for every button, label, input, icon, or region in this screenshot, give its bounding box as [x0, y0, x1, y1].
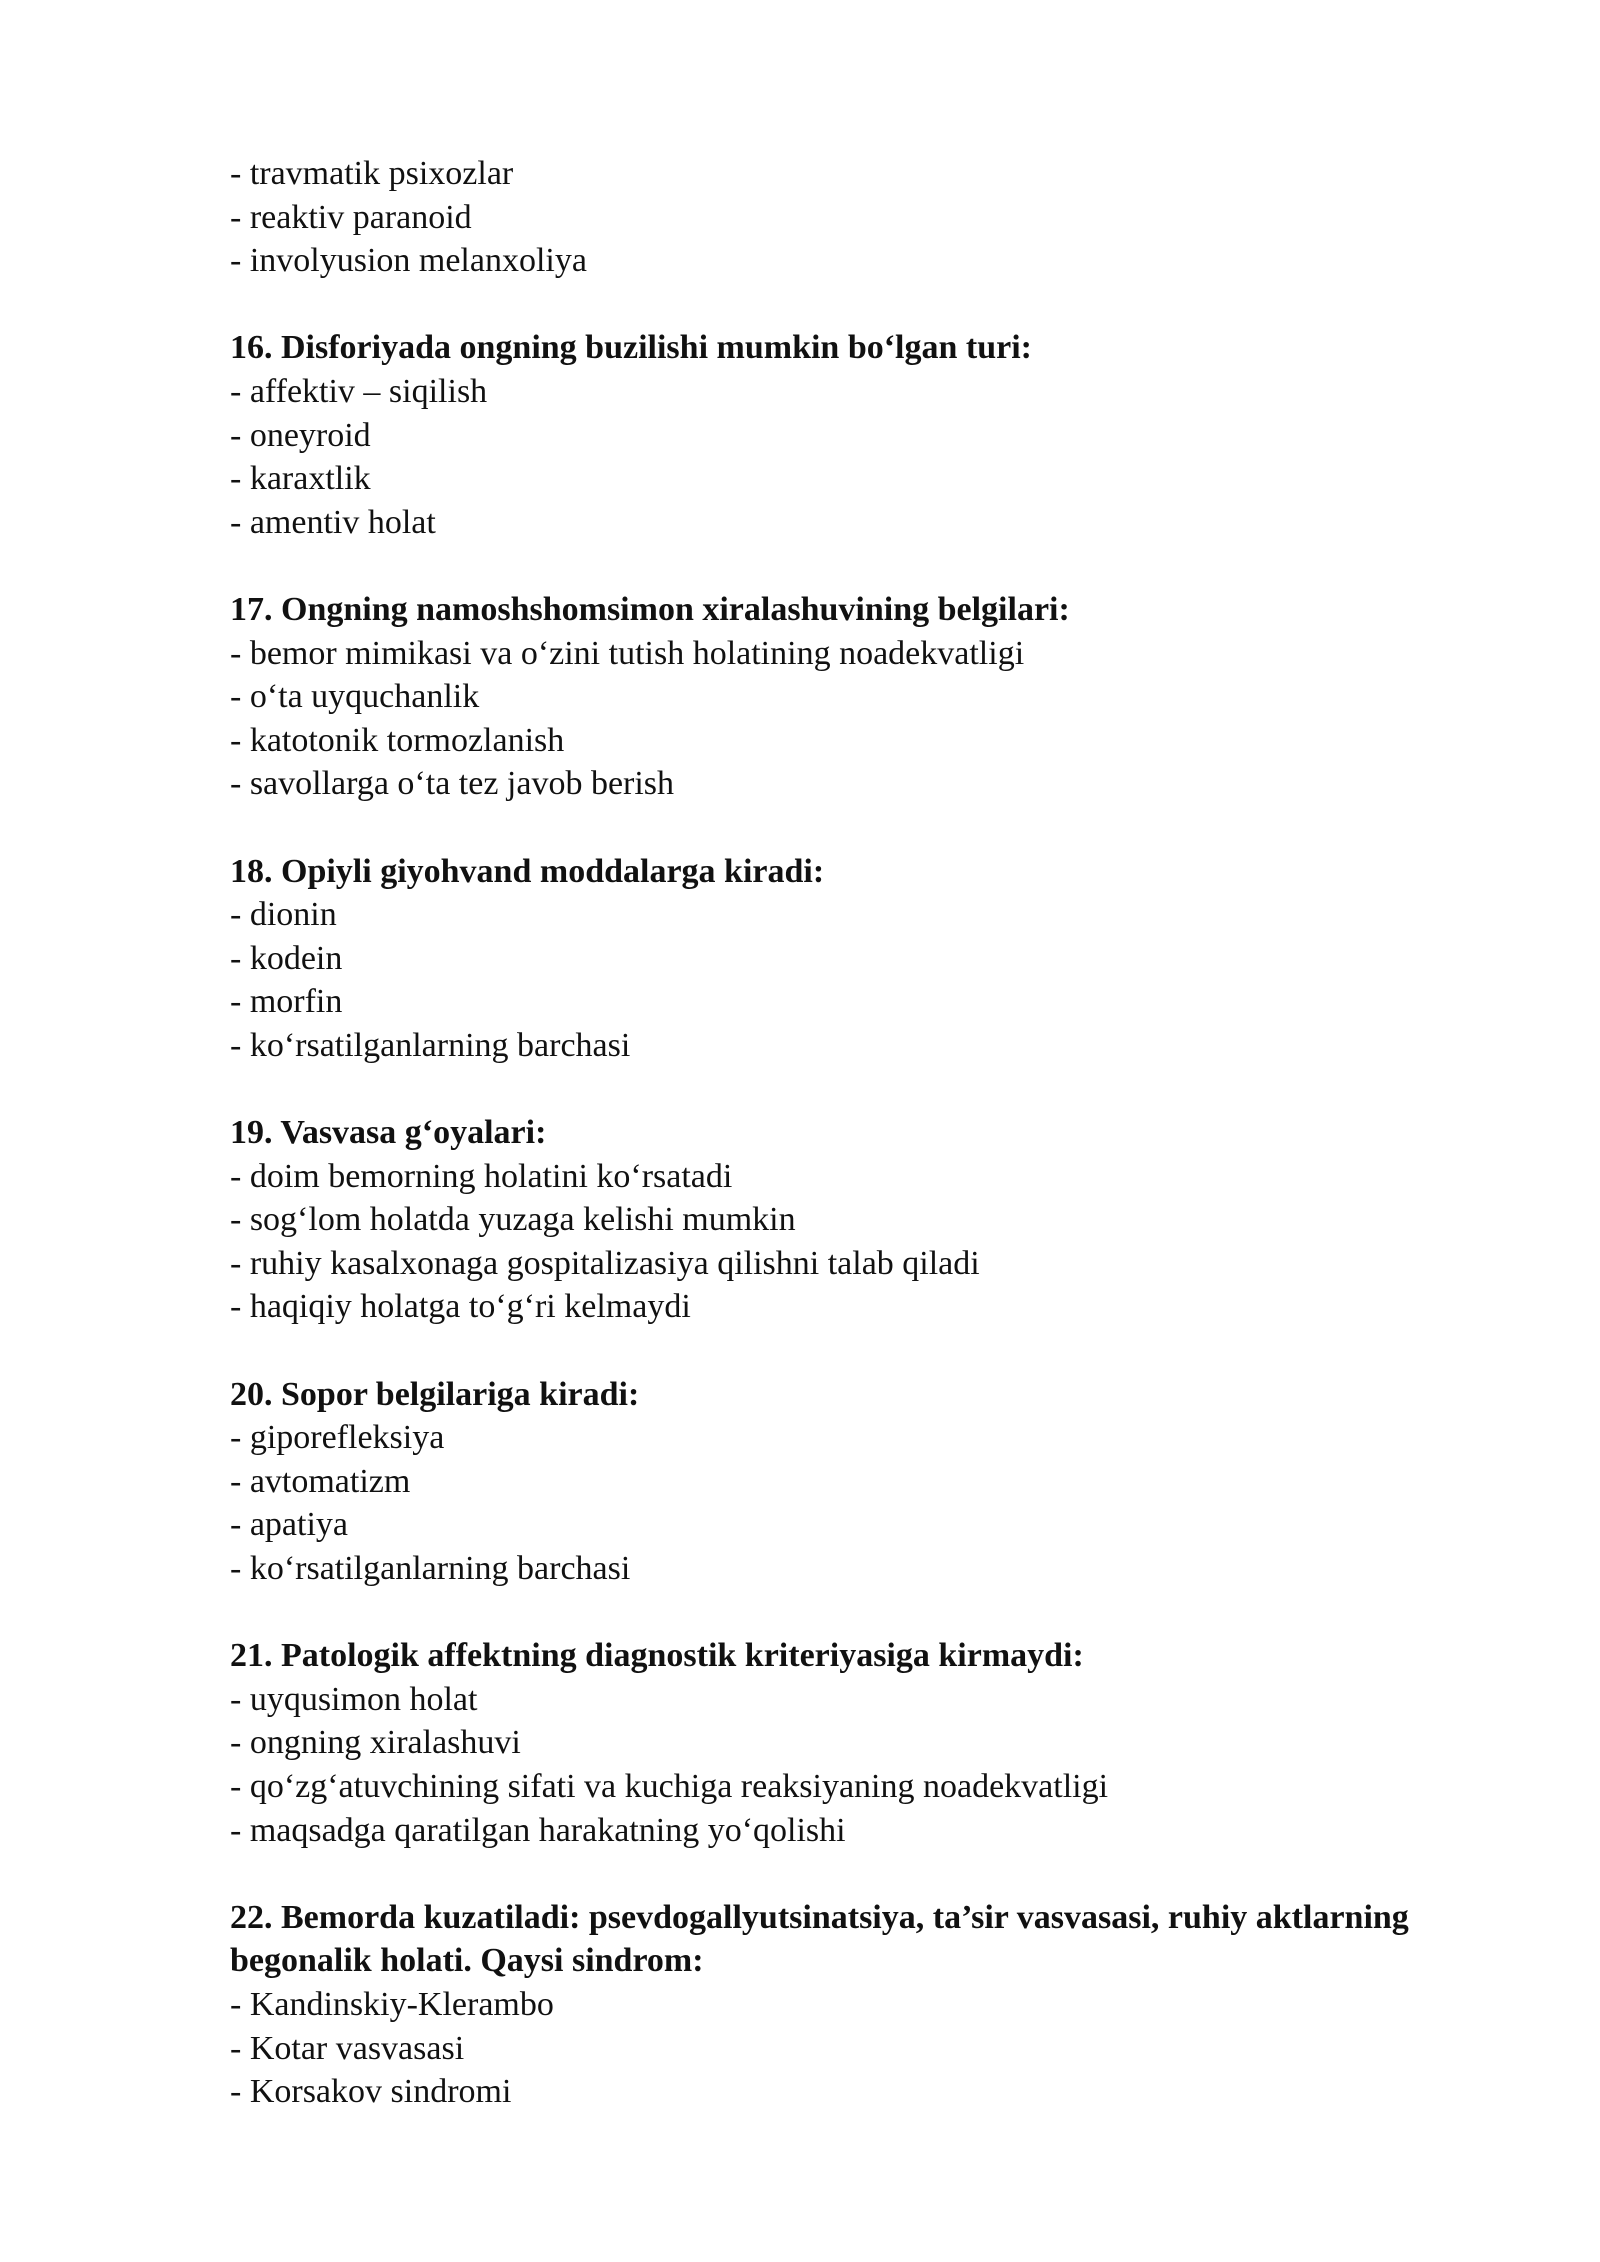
- question-title: 19. Vasvasa g‘oyalari:: [230, 1114, 547, 1152]
- question-title: 16. Disforiyada ongning buzilishi mumkin bo‘lgan turi:: [230, 329, 1033, 367]
- question-17: [230, 588, 1410, 806]
- answer-option: - karaxtlik: [230, 460, 371, 498]
- answer-option: - morfin: [230, 983, 343, 1021]
- answer-option: - ruhiy kasalxonaga gospitalizasiya qilishni talab qiladi: [230, 1244, 980, 1282]
- question-22: [230, 1896, 1410, 2114]
- question-16: [230, 326, 1410, 544]
- question-20: [230, 1373, 1410, 1591]
- answer-option: - avtomatizm: [230, 1462, 411, 1500]
- question-19: [230, 1111, 1410, 1329]
- answer-option: - sog‘lom holatda yuzaga kelishi mumkin: [230, 1201, 796, 1239]
- question-21: [230, 1634, 1410, 1852]
- answer-option: - travmatik psixozlar: [230, 155, 514, 192]
- answer-option: - Kotar vasvasasi: [230, 2029, 465, 2067]
- answer-option: - oneyroid: [230, 416, 371, 454]
- answer-option: - Kandinskiy-Klerambo: [230, 1985, 554, 2023]
- document-page: [230, 152, 1410, 2157]
- answer-option: - doim bemorning holatini ko‘rsatadi: [230, 1157, 733, 1195]
- question-title: 17. Ongning namoshshomsimon xiralashuvining belgilari:: [230, 590, 1070, 628]
- question-18: [230, 850, 1410, 1068]
- answer-option: - Korsakov sindromi: [230, 2073, 512, 2111]
- answer-option: - o‘ta uyquchanlik: [230, 678, 480, 716]
- answer-option: - apatiya: [230, 1506, 348, 1544]
- answer-option: - maqsadga qaratilgan harakatning yo‘qolishi: [230, 1811, 846, 1849]
- answer-option: - affektiv – siqilish: [230, 372, 488, 410]
- answer-option: - qo‘zg‘atuvchining sifati va kuchiga reaksiyaning noadekvatligi: [230, 1767, 1109, 1805]
- question-title: 22. Bemorda kuzatiladi: psevdogallyutsinatsiya, ta’sir vasvasasi, ruhiy aktlarning begonalik holati. Qaysi sindrom:: [230, 1898, 1409, 1980]
- answer-option: - katotonik tormozlanish: [230, 721, 565, 759]
- answer-option: - ko‘rsatilganlarning barchasi: [230, 1550, 631, 1587]
- answer-option: - uyqusimon holat: [230, 1680, 478, 1718]
- question-15-continuation: [230, 152, 1410, 283]
- answer-option: - savollarga o‘ta tez javob berish: [230, 765, 675, 803]
- answer-option: - haqiqiy holatga to‘g‘ri kelmaydi: [230, 1288, 691, 1326]
- question-title: 20. Sopor belgilariga kiradi:: [230, 1375, 640, 1413]
- answer-option: - bemor mimikasi va o‘zini tutish holatining noadekvatligi: [230, 634, 1025, 672]
- question-title: 18. Opiyli giyohvand moddalarga kiradi:: [230, 852, 825, 890]
- answer-option: - reaktiv paranoid: [230, 198, 472, 236]
- answer-option: - dionin: [230, 896, 337, 934]
- answer-option: - amentiv holat: [230, 503, 436, 541]
- answer-option: - kodein: [230, 939, 343, 977]
- answer-option: - giporefleksiya: [230, 1419, 445, 1457]
- answer-option: - ko‘rsatilganlarning barchasi: [230, 1026, 631, 1064]
- answer-option: - ongning xiralashuvi: [230, 1724, 521, 1762]
- question-title: 21. Patologik affektning diagnostik kriteriyasiga kirmaydi:: [230, 1637, 1084, 1675]
- answer-option: - involyusion melanxoliya: [230, 242, 587, 280]
